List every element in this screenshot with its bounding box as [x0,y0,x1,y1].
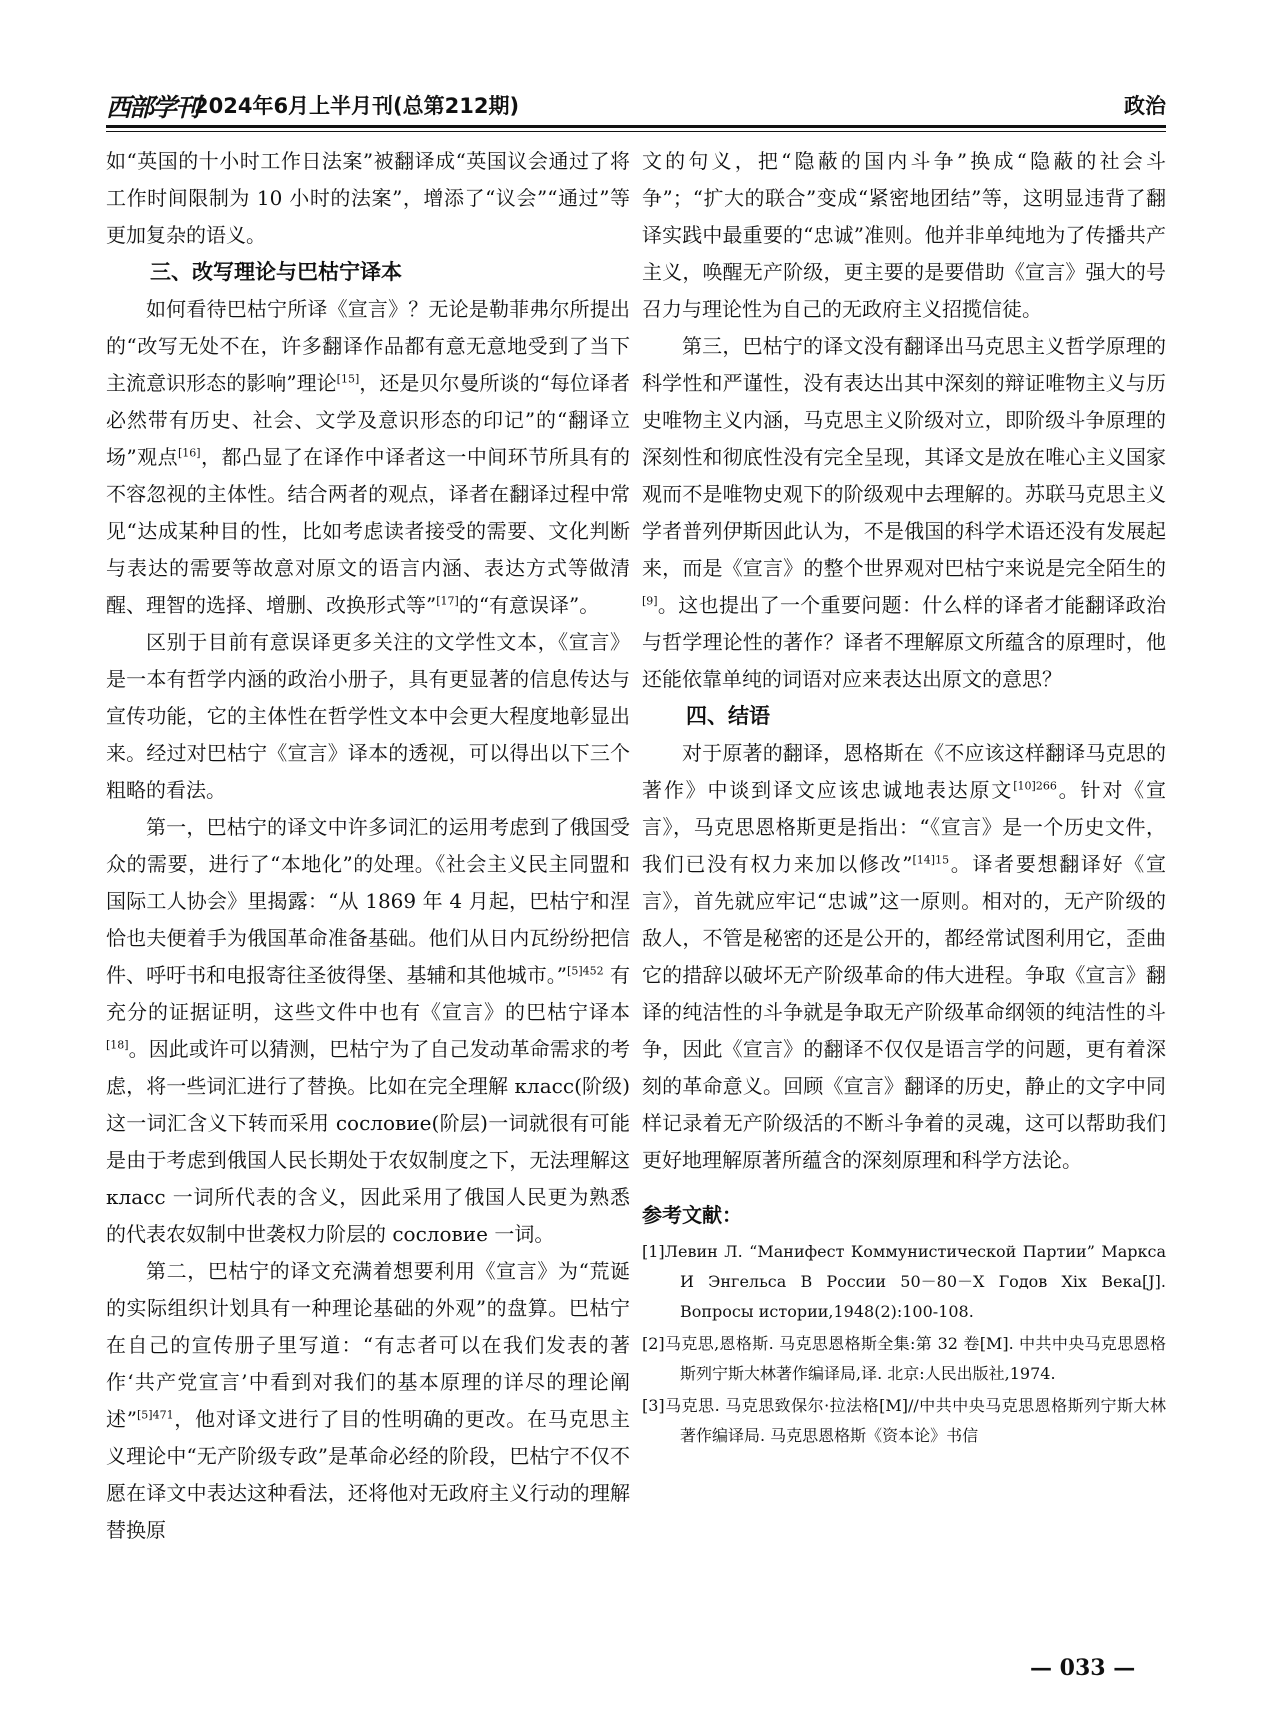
header-rule [106,125,1166,128]
paragraph: 第一，巴枯宁的译文中许多词汇的运用考虑到了俄国受众的需要，进行了“本地化”的处理。《社会主义民主同盟和国际工人协会》里揭露：“从 1869 年 4 月起，巴枯宁和涅恰也夫便着手为俄国革命准备基础。他们从日内瓦纷纷把信件、呼吁书和电报寄往圣彼得堡、基辅和其他城市。”$^{[5]452}$ 有充分的证据证明，这些文件中也有《宣言》的巴枯宁译本[18]。因此或许可以猜测，巴枯宁为了自己发动革命需求的考虑，将一些词汇进行了替换。比如在完全理解 класс(阶级)这一词汇含义下转而采用 сословие(阶层)一词就很有可能是由于考虑到俄国人民长期处于农奴制度之下，无法理解这 класс 一词所代表的含义，因此采用了俄国人民更为熟悉的代表农奴制中世袭权力阶层的 сословие 一词。 [106,815,631,1246]
reference-item: [2]马克思,恩格斯. 马克思恩格斯全集:第 32 卷[M]. 中共中央马克思恩格斯列宁斯大林著作编译局,译. 北京:人民出版社,1974. [642,1334,1166,1383]
paragraph: 对于原著的翻译，恩格斯在《不应该这样翻译马克思的著作》中谈到译文应该忠诚地表达原文$^{[10]266}$。针对《宣言》，马克思恩格斯更是指出：“《宣言》是一个历史文件，我们已没有权力来加以修改”$^{[14]15}$。译者要想翻译好《宣言》，首先就应牢记“忠诚”这一原则。相对的，无产阶级的敌人，不管是秘密的还是公开的，都经常试图利用它，歪曲它的措辞以破坏无产阶级革命的伟大进程。争取《宣言》翻译的纯洁性的斗争就是争取无产阶级革命纲领的纯洁性的斗争，因此《宣言》的翻译不仅仅是语言学的问题，更有着深刻的革命意义。回顾《宣言》翻译的历史，静止的文字中同样记录着无产阶级活的不断斗争着的灵魂，这可以帮助我们更好地理解原著所蕴含的深刻原理和科学方法论。 [642,741,1167,1172]
header-rule-thin [106,131,1166,132]
right-column [642,143,1166,1453]
citation: [17] [436,594,459,608]
section-heading-4: 四、结语 [686,704,770,728]
left-column [106,143,630,1549]
citation: [18] [106,1038,129,1052]
paragraph: 如“英国的十小时工作日法案”被翻译成“英国议会通过了将工作时间限制为 10 小时的法案”，增添了“议会”“通过”等更加复杂的语义。 [106,149,630,247]
citation: [9] [642,594,658,608]
references-heading: 参考文献： [642,1203,742,1227]
page-number: — 033 — [1030,1655,1136,1681]
section-label: 政治 [1124,94,1166,118]
citation: [15] [336,372,360,386]
citation: [5]471 [136,1408,174,1422]
reference-item: [3]马克思. 马克思致保尔·拉法格[M]//中共中央马克思恩格斯列宁斯大林著作编译局. 马克思恩格斯《资本论》书信 [642,1396,1166,1445]
running-header [106,88,1166,126]
paragraph: 第二，巴枯宁的译文充满着想要利用《宣言》为“荒诞的实际组织计划具有一种理论基础的外观”的盘算。巴枯宁在自己的宣传册子里写道：“有志者可以在我们发表的著作‘共产党宣言’中看到对我们的基本原理的详尽的理论阐述”$^{[5]471}$，他对译文进行了目的性明确的更改。在马克思主义理论中“无产阶级专政”是革命必经的阶段，巴枯宁不仅不愿在译文中表达这种看法，还将他对无政府主义行动的理解替换原 [106,1259,631,1542]
citation: [5]452 [567,964,604,978]
citation: [14]15 [912,853,950,867]
citation: [16] [178,446,201,460]
journal-logo: 西部学刊 [106,93,199,122]
section-heading-3: 三、改写理论与巴枯宁译本 [150,260,402,284]
citation: [10]266 [1013,779,1057,793]
paragraph: 文的句义，把“隐蔽的国内斗争”换成“隐蔽的社会斗争”；“扩大的联合”变成“紧密地团结”等，这明显违背了翻译实践中最重要的“忠诚”准则。他并非单纯地为了传播共产主义，唤醒无产阶级，更主要的是要借助《宣言》强大的号召力与理论性为自己的无政府主义招揽信徒。 [642,149,1166,321]
reference-list [642,1237,1166,1451]
issue-info: 2024年6月上半月刊(总第212期) [194,94,520,118]
paragraph: 如何看待巴枯宁所译《宣言》？无论是勒菲弗尔所提出的“改写无处不在，许多翻译作品都有意无意地受到了当下主流意识形态的影响”理论[15]，还是贝尔曼所谈的“每位译者必然带有历史、社会、文学及意识形态的印记”的“翻译立场”观点[16]，都凸显了在译作中译者这一中间环节所具有的不容忽视的主体性。结合两者的观点，译者在翻译过程中常见“达成某种目的性，比如考虑读者接受的需要、文化判断与表达的需要等故意对原文的语言内涵、表达方式等做清醒、理智的选择、增删、改换形式等”[17]的“有意误译”。 [106,297,630,617]
paragraph: 区别于目前有意误译更多关注的文学性文本，《宣言》是一本有哲学内涵的政治小册子，具有更显著的信息传达与宣传功能，它的主体性在哲学性文本中会更大程度地彰显出来。经过对巴枯宁《宣言》译本的透视，可以得出以下三个粗略的看法。 [106,630,630,802]
paragraph: 第三，巴枯宁的译文没有翻译出马克思主义哲学原理的科学性和严谨性，没有表达出其中深刻的辩证唯物主义与历史唯物主义内涵，马克思主义阶级对立，即阶级斗争原理的深刻性和彻底性没有完全呈现，其译文是放在唯心主义国家观而不是唯物史观下的阶级观中去理解的。苏联马克思主义学者普列伊斯因此认为，不是俄国的科学术语还没有发展起来，而是《宣言》的整个世界观对巴枯宁来说是完全陌生的[9]。这也提出了一个重要问题：什么样的译者才能翻译政治与哲学理论性的著作？译者不理解原文所蕴含的原理时，他还能依靠单纯的词语对应来表达出原文的意思？ [642,334,1166,691]
reference-item: [1]Левин Л. “Манифест Коммунистической Партии” Маркса И Энгельса В России 50－80－Х Годов Xix Века[J]. Вопросы истории,1948(2):100-108. [642,1242,1166,1321]
